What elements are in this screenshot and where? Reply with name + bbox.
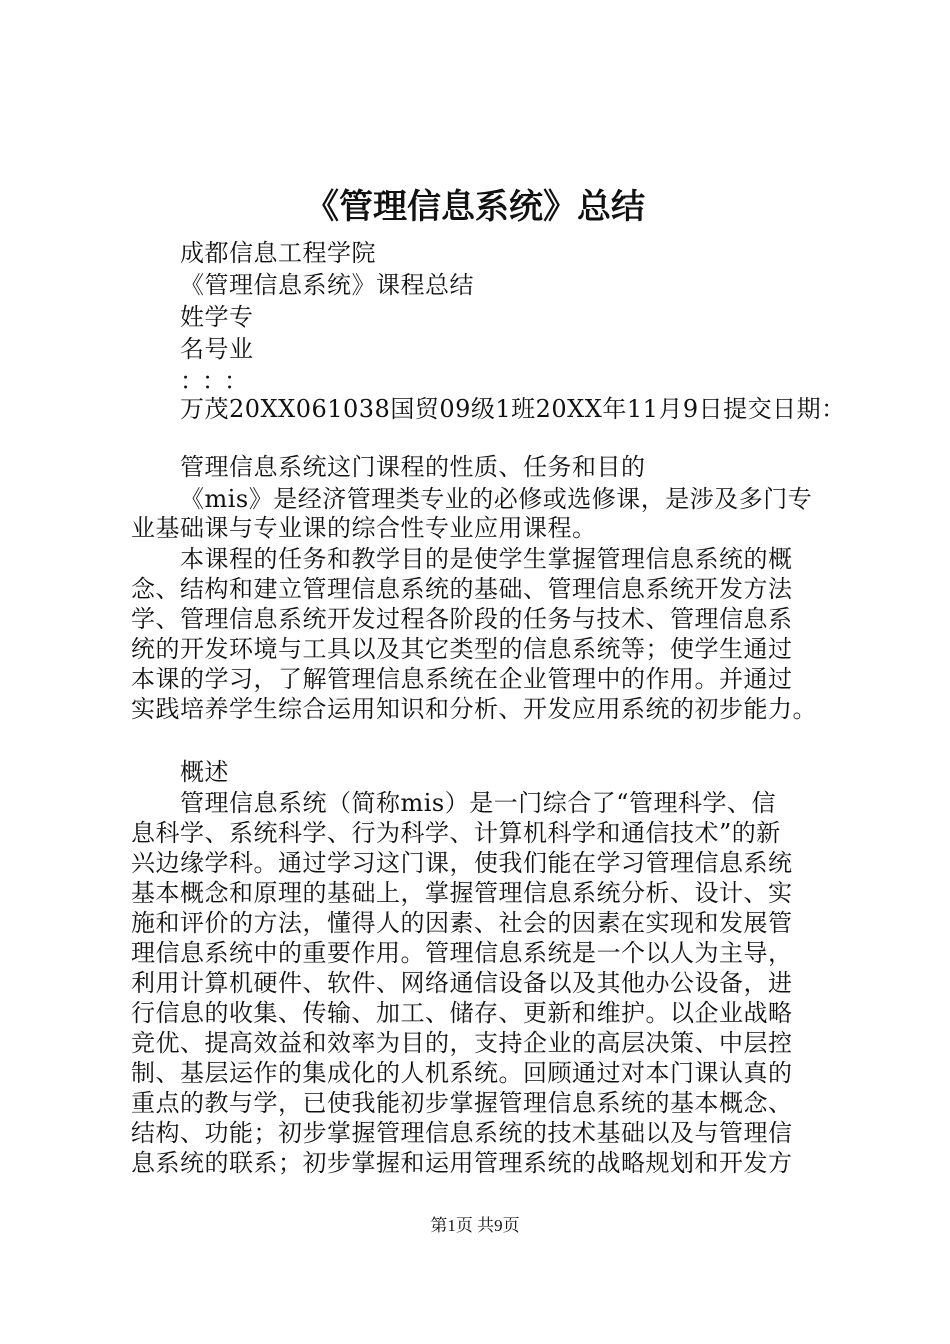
paragraph-line: 施和评价的方法，懂得人的因素、社会的因素在实现和发展管 — [131, 909, 793, 937]
paragraph-line: 基本概念和原理的基础上，掌握管理信息系统分析、设计、实 — [131, 879, 793, 907]
paragraph-line: 《mis》是经济管理类专业的必修或选修课，是涉及多门专 — [180, 485, 813, 513]
paragraph-line: 业基础课与专业课的综合性专业应用课程。 — [131, 514, 597, 542]
section-heading-nature: 管理信息系统这门课程的性质、任务和目的 — [180, 453, 646, 481]
page-title: 《管理信息系统》总结 — [305, 187, 645, 227]
student-info-line: 万茂20XX061038国贸09级1班20XX年11月9日提交日期： — [180, 395, 846, 423]
school-name: 成都信息工程学院 — [180, 239, 376, 267]
info-label-row-2: 名号业 — [180, 335, 254, 363]
page-footer: 第1页 共9页 — [430, 1216, 520, 1235]
paragraph-line: 理信息系统中的重要作用。管理信息系统是一个以人为主导， — [131, 939, 793, 967]
paragraph-line: 实践培养学生综合运用知识和分析、开发应用系统的初步能力。 — [131, 695, 817, 723]
paragraph-line: 竞优、提高效益和效率为目的，支持企业的高层决策、中层控 — [131, 1029, 793, 1057]
paragraph-line: 重点的教与学，已使我能初步掌握管理信息系统的基本概念、 — [131, 1089, 793, 1117]
paragraph-line: 息科学、系统科学、行为科学、计算机科学和通信技术”的新 — [131, 819, 781, 847]
paragraph-line: 兴边缘学科。通过学习这门课，使我们能在学习管理信息系统 — [131, 849, 793, 877]
paragraph-line: 本课程的任务和教学目的是使学生掌握管理信息系统的概 — [180, 545, 793, 573]
paragraph-line: 管理信息系统（简称mis）是一门综合了“管理科学、信 — [180, 789, 777, 817]
paragraph-line: 息系统的联系；初步掌握和运用管理系统的战略规划和开发方 — [131, 1149, 793, 1177]
paragraph-line: 结构、功能；初步掌握管理信息系统的技术基础以及与管理信 — [131, 1119, 793, 1147]
paragraph-line: 利用计算机硬件、软件、网络通信设备以及其他办公设备，进 — [131, 969, 793, 997]
paragraph-line: 统的开发环境与工具以及其它类型的信息系统等；使学生通过 — [131, 635, 793, 663]
info-colon-row: ：：： — [180, 367, 258, 395]
course-summary-title: 《管理信息系统》课程总结 — [180, 271, 474, 299]
paragraph-line: 行信息的收集、传输、加工、储存、更新和维护。以企业战略 — [131, 999, 793, 1027]
paragraph-line: 制、基层运作的集成化的人机系统。回顾通过对本门课认真的 — [131, 1059, 793, 1087]
section-heading-overview: 概述 — [180, 758, 229, 786]
paragraph-line: 本课的学习，了解管理信息系统在企业管理中的作用。并通过 — [131, 665, 793, 693]
paragraph-line: 念、结构和建立管理信息系统的基础、管理信息系统开发方法 — [131, 575, 793, 603]
info-label-row-1: 姓学专 — [180, 303, 254, 331]
paragraph-line: 学、管理信息系统开发过程各阶段的任务与技术、管理信息系 — [131, 605, 793, 633]
